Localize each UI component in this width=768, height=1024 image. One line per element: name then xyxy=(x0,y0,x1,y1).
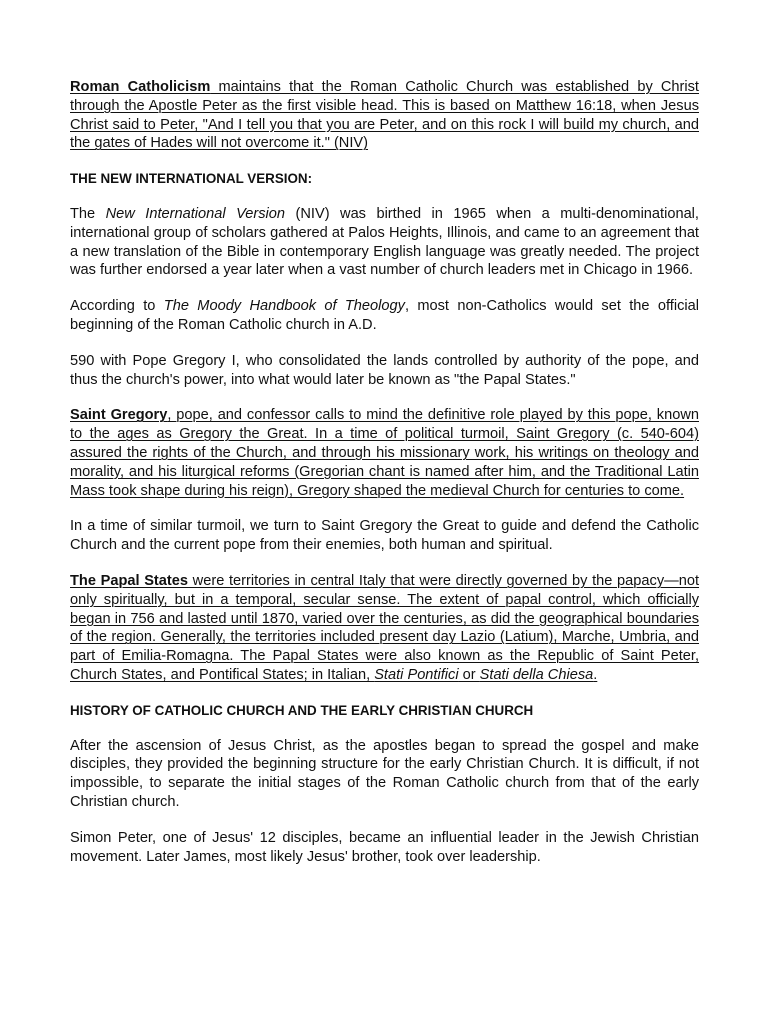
document-page xyxy=(70,78,699,883)
paragraph-text: or xyxy=(458,666,480,683)
paragraph-pope-gregory: 590 with Pope Gregory I, who consolidated the lands controlled by authority of the pope, and thus the church's power, into what would later be known as "the Papal States." xyxy=(70,352,699,388)
paragraph-papal-states xyxy=(70,572,699,685)
paragraph-text: The xyxy=(70,205,106,222)
heading-new-international-version: THE NEW INTERNATIONAL VERSION: xyxy=(70,171,313,187)
paragraph-moody-handbook xyxy=(70,297,699,335)
paragraph-text: maintains that the Roman Catholic Church was established by Christ through the Apostle Peter as the first visible head. This is based on Matthew 16:18, when Jesus Christ said to Peter, "And I tell you that you are Peter, and on this rock I will build my church, and the gates of Hades will not overcome it." (NIV) xyxy=(70,79,699,152)
term-papal-states: The Papal States xyxy=(70,572,189,589)
italian-name-2: Stati della Chiesa xyxy=(479,666,594,683)
paragraph-roman-catholicism xyxy=(70,78,699,153)
paragraph-niv xyxy=(70,205,699,280)
paragraph-saint-gregory xyxy=(70,406,699,500)
paragraph-text: According to xyxy=(70,298,164,315)
paragraph-text: . xyxy=(593,666,598,683)
term-saint-gregory: Saint Gregory xyxy=(70,407,168,424)
paragraph-text: (NIV) was birthed in 1965 when a multi-denominational, international group of scholars gathered at Palos Heights, Illinois, and came to an agreement that a new translation of the Bible in contemporary English language was greatly needed. The project was further endorsed a year later when a vast number of church leaders met in Chicago in 1966. xyxy=(70,205,699,279)
paragraph-text: were territories in central Italy that were directly governed by the papacy—not only spiritually, but in a temporal, secular sense. The extent of papal control, which officially began in 756 and lasted until 1870, varied over the centuries, as did the geographical boundaries of the region. Generally, the territories included present day Lazio (Latium), Marche, Umbria, and part of Emilia-Romagna. The Papal States were also known as the Republic of Saint Peter, Church States, and Pontifical States; in Italian, xyxy=(70,572,700,683)
paragraph-similar-turmoil: In a time of similar turmoil, we turn to Saint Gregory the Great to guide and defend the Catholic Church and the current pope from their enemies, both human and spiritual. xyxy=(70,518,699,554)
paragraph-simon-peter: Simon Peter, one of Jesus' 12 disciples, became an influential leader in the Jewish Christian movement. Later James, most likely Jesus' brother, took over leadership. xyxy=(70,829,699,865)
paragraph-text: , most non-Catholics would set the official beginning of the Roman Catholic church in A.D. xyxy=(70,298,699,333)
title-niv: New International Version xyxy=(105,205,286,222)
paragraph-ascension: After the ascension of Jesus Christ, as the apostles began to spread the gospel and make disciples, they provided the beginning structure for the early Christian Church. It is difficult, if not impossible, to separate the initial stages of the Roman Catholic church from that of the early Christian church. xyxy=(70,737,699,810)
heading-history: HISTORY OF CATHOLIC CHURCH AND THE EARLY CHRISTIAN CHURCH xyxy=(70,702,534,718)
term-roman-catholicism: Roman Catholicism xyxy=(70,79,211,95)
italian-name-1: Stati Pontifici xyxy=(374,666,459,683)
title-moody-handbook: The Moody Handbook of Theology xyxy=(163,298,405,315)
paragraph-text: , pope, and confessor calls to mind the definitive role played by this pope, known to the ages as Gregory the Great. In a time of political turmoil, Saint Gregory (c. 540-604) assured the rights of the Church, and through his missionary work, his writings on theology and morality, and his liturgical reforms (Gregorian chant is named after him, and the Traditional Latin Mass took shape during his reign), Gregory shaped the medieval Church for centuries to come. xyxy=(70,407,699,499)
